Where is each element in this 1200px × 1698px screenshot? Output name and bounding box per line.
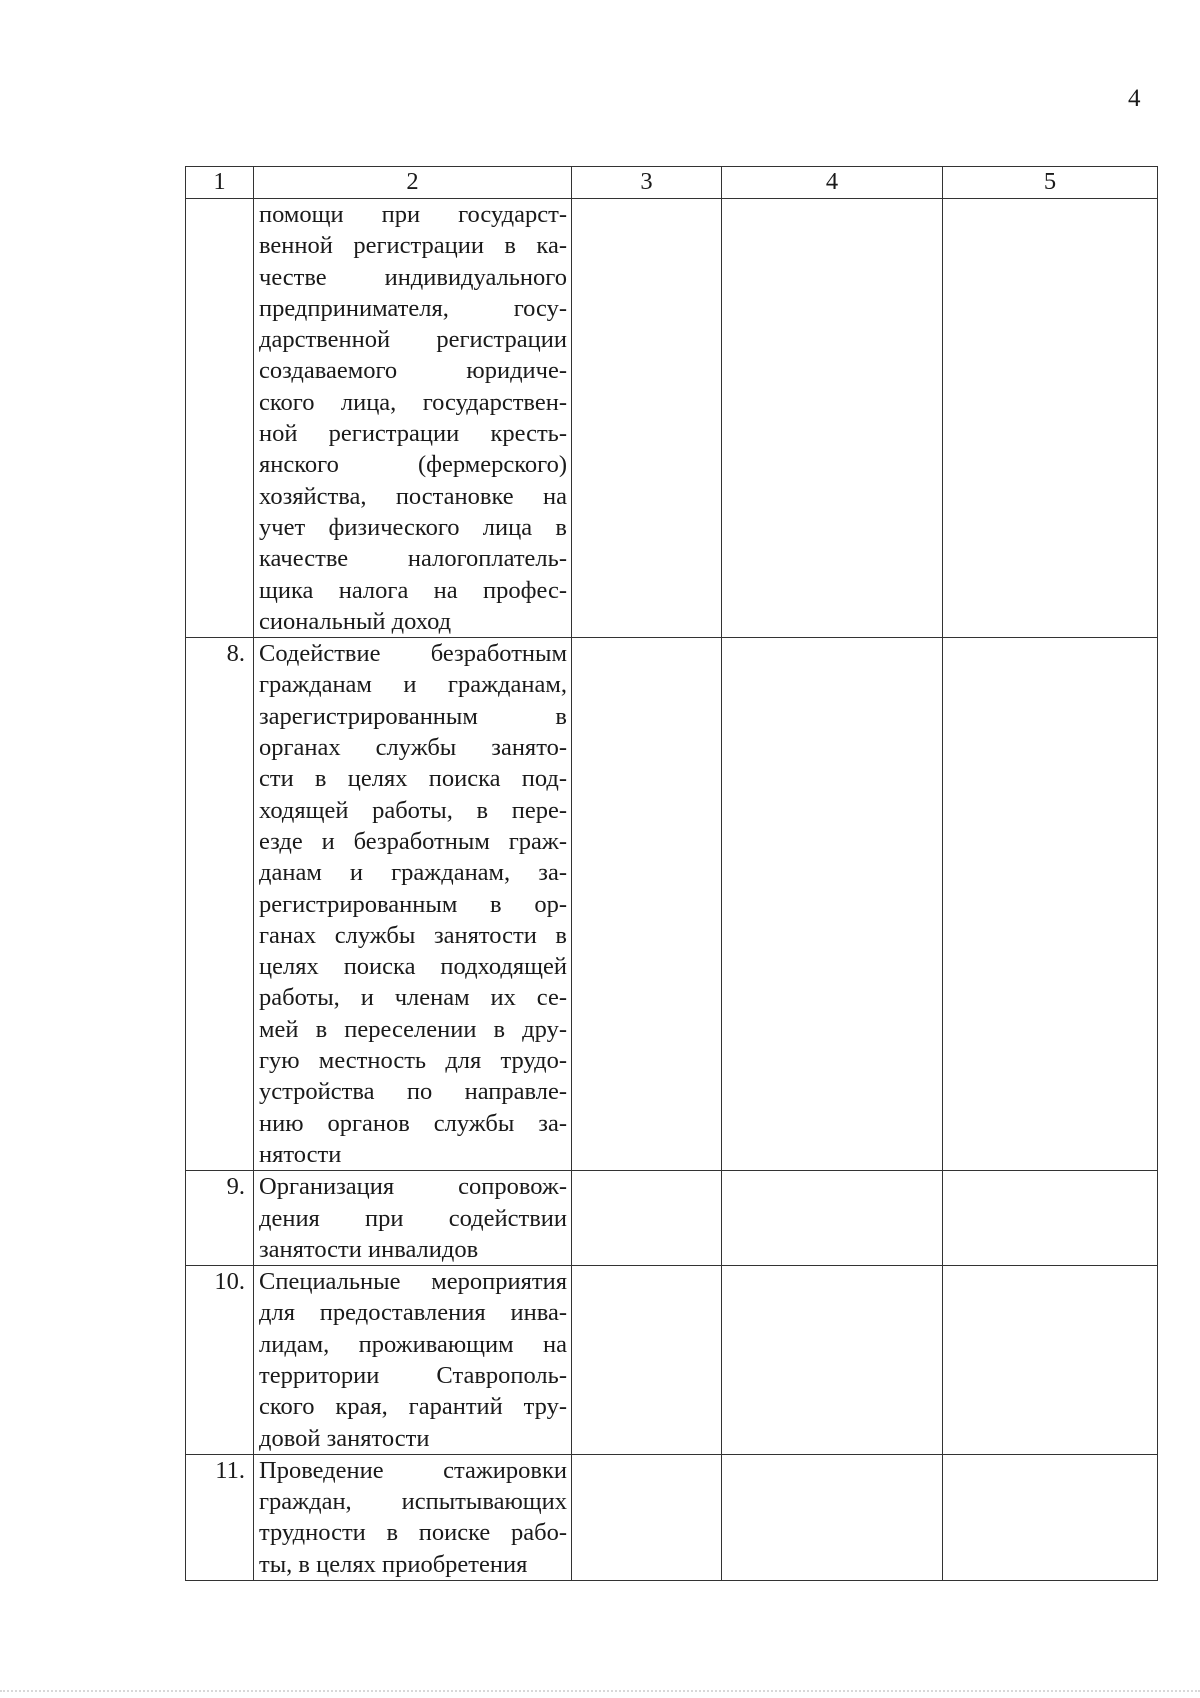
- measure-description: [254, 1454, 572, 1580]
- description-line: сти в целях поиска под-: [259, 765, 567, 793]
- table-row: [186, 1454, 1158, 1580]
- row-number: 10.: [186, 1266, 254, 1455]
- description-line: помощи при государст-: [259, 201, 567, 228]
- description-line: довой занятости: [259, 1424, 430, 1452]
- description-line: ной регистрации кресть-: [259, 420, 567, 448]
- column-4-cell: [722, 1266, 943, 1455]
- description-line: территории Ставрополь-: [259, 1361, 567, 1389]
- measure-description: [254, 199, 572, 638]
- table-row: [186, 199, 1158, 638]
- description-line: целях поиска подходящей: [259, 953, 567, 981]
- column-header-2: 2: [254, 167, 572, 199]
- table-row: [186, 638, 1158, 1171]
- column-4-cell: [722, 1454, 943, 1580]
- description-line: дарственной регистрации: [259, 326, 567, 354]
- column-3-cell: [572, 199, 722, 638]
- description-line: регистрированным в ор-: [259, 890, 567, 918]
- description-line: нятости: [259, 1140, 342, 1168]
- description-line: хозяйства, постановке на: [259, 482, 567, 510]
- description-line: ского лица, государствен-: [259, 388, 567, 416]
- description-line: янского (фермерского): [259, 451, 567, 479]
- column-header-1: 1: [186, 167, 254, 199]
- description-line: работы, и членам их се-: [259, 984, 567, 1012]
- description-line: венной регистрации в ка-: [259, 232, 567, 260]
- description-line: Проведение стажировки: [259, 1456, 567, 1484]
- column-5-cell: [943, 638, 1158, 1171]
- measures-table: [185, 166, 1158, 1581]
- column-5-cell: [943, 199, 1158, 638]
- description-line: езде и безработным граж-: [259, 827, 567, 855]
- description-line: ского края, гарантий тру-: [259, 1393, 567, 1421]
- column-5-cell: [943, 1266, 1158, 1455]
- measure-description: [254, 638, 572, 1171]
- description-line: ходящей работы, в пере-: [259, 796, 567, 824]
- measure-description: [254, 1266, 572, 1455]
- column-5-cell: [943, 1454, 1158, 1580]
- description-line: устройства по направле-: [259, 1078, 567, 1106]
- description-line: мей в переселении в дру-: [259, 1015, 567, 1043]
- column-3-cell: [572, 638, 722, 1171]
- description-line: честве индивидуального: [259, 263, 567, 291]
- column-4-cell: [722, 199, 943, 638]
- description-line: занятости инвалидов: [259, 1235, 479, 1263]
- description-line: зарегистрированным в: [259, 702, 567, 730]
- column-header-5: 5: [943, 167, 1158, 199]
- column-header-3: 3: [572, 167, 722, 199]
- table-header-row: [186, 167, 1158, 199]
- column-4-cell: [722, 638, 943, 1171]
- description-line: гражданам и гражданам,: [259, 671, 567, 699]
- description-line: Специальные мероприятия: [259, 1268, 567, 1296]
- description-line: трудности в поиске рабо-: [259, 1519, 567, 1547]
- description-line: Содействие безработным: [259, 640, 567, 668]
- description-line: предпринимателя, госу-: [259, 294, 567, 322]
- row-number: 9.: [186, 1171, 254, 1266]
- row-number: 11.: [186, 1454, 254, 1580]
- description-line: учет физического лица в: [259, 513, 567, 541]
- page-number: 4: [1128, 85, 1141, 112]
- description-line: дения при содействии: [259, 1204, 567, 1232]
- description-line: щика налога на профес-: [259, 576, 567, 604]
- column-header-4: 4: [722, 167, 943, 199]
- description-line: создаваемого юридиче-: [259, 357, 567, 385]
- description-line: лидам, проживающим на: [259, 1330, 567, 1358]
- description-line: данам и гражданам, за-: [259, 859, 567, 887]
- measure-description: [254, 1171, 572, 1266]
- description-line: Организация сопровож-: [259, 1173, 567, 1201]
- description-line: сиональный доход: [259, 607, 452, 635]
- scan-edge-artifact: [0, 1690, 1200, 1692]
- column-5-cell: [943, 1171, 1158, 1266]
- description-line: ты, в целях приобретения: [259, 1550, 528, 1578]
- column-4-cell: [722, 1171, 943, 1266]
- row-number: 8.: [186, 638, 254, 1171]
- row-number: [186, 199, 254, 638]
- table-row: [186, 1266, 1158, 1455]
- column-3-cell: [572, 1266, 722, 1455]
- description-line: для предоставления инва-: [259, 1299, 567, 1327]
- column-3-cell: [572, 1171, 722, 1266]
- description-line: нию органов службы за-: [259, 1109, 567, 1137]
- description-line: ганах службы занятости в: [259, 921, 567, 949]
- description-line: качестве налогоплатель-: [259, 545, 567, 573]
- column-3-cell: [572, 1454, 722, 1580]
- description-line: органах службы занято-: [259, 734, 567, 762]
- table-row: [186, 1171, 1158, 1266]
- description-line: гую местность для трудо-: [259, 1047, 567, 1075]
- description-line: граждан, испытывающих: [259, 1488, 567, 1516]
